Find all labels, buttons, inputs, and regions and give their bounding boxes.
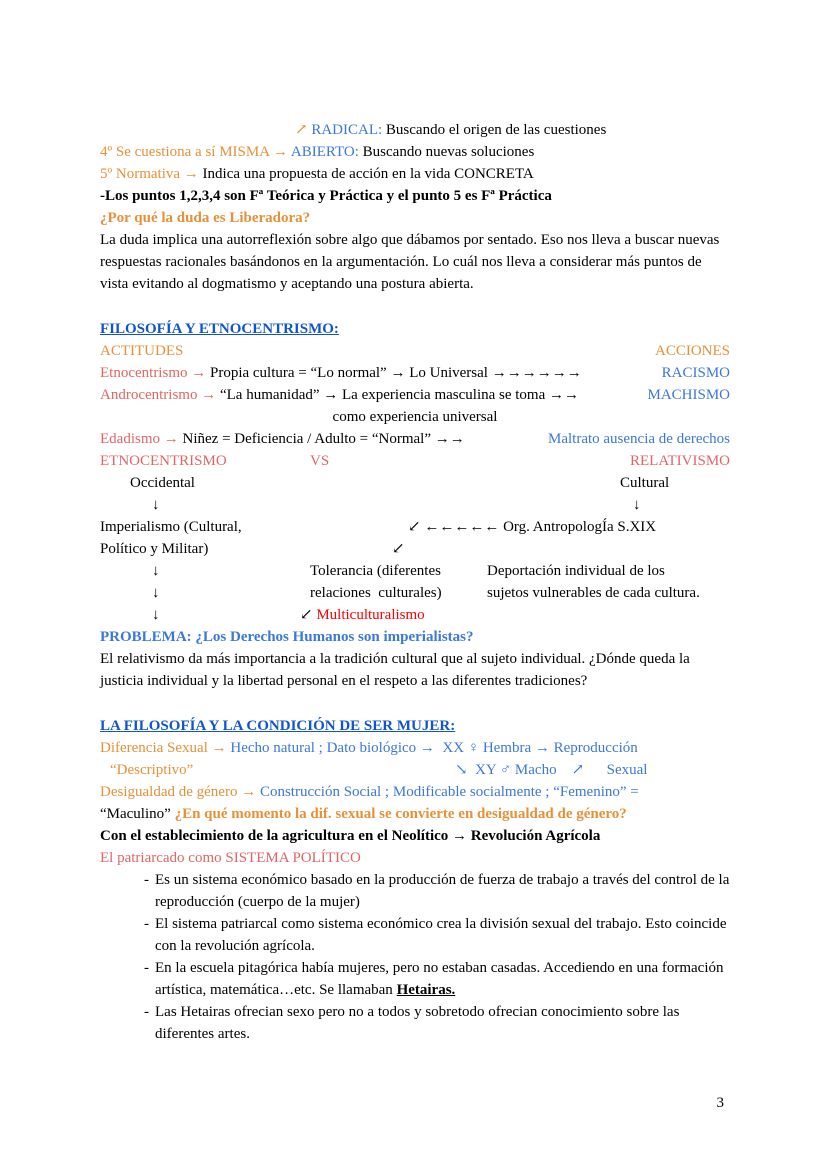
etnocentrismo-term: Etnocentrismo →	[100, 365, 210, 381]
bullet-marker: -	[144, 1004, 149, 1020]
diagram-vs: VS	[310, 453, 330, 469]
line-desigualdad-genero	[100, 781, 730, 803]
diagram-row-tolerancia-2	[100, 582, 730, 604]
heading-filosofia-etnocentrismo: FILOSOFÍA Y ETNOCENTRISMO:	[100, 321, 339, 337]
label-maltrato: Maltrato ausencia de derechos	[548, 431, 730, 447]
line-neolitico: Con el establecimiento de la agricultura en el Neolítico → Revolución Agrícola	[100, 828, 601, 844]
diagram-row-politico	[100, 538, 730, 560]
bullet-text: Es un sistema económico basado en la producción de fuerza de trabajo a través del control de la reproducción (cuerpo de la mujer)	[155, 872, 730, 910]
down-arrow-icon: ↓	[633, 497, 641, 513]
radical-term: RADICAL:	[311, 122, 383, 138]
diagonal-arrow-icon: ↙	[392, 541, 405, 557]
line-patriarcado: El patriarcado como SISTEMA POLÍTICO	[100, 850, 361, 866]
punto4-text: Buscando nuevas soluciones	[358, 144, 535, 160]
line-experiencia-universal: como experiencia universal	[332, 409, 498, 425]
maculino-text: “Maculino”	[100, 806, 175, 822]
edadismo-text: Niñez = Deficiencia / Adulto = “Normal” →→	[182, 431, 469, 447]
diagram-occidental: Occidental	[130, 475, 195, 491]
spacer	[100, 295, 730, 318]
label-descriptivo: “Descriptivo”	[110, 762, 194, 778]
list-item	[100, 913, 730, 957]
line-punto4	[100, 141, 730, 163]
label-xy-macho: ↘ XY ♂ Macho ↗ Sexual	[455, 762, 648, 778]
diagram-etnocentrismo: ETNOCENTRISMO	[100, 453, 227, 469]
line-edadismo	[100, 428, 730, 450]
desigualdad-term: Desigualdad de género →	[100, 784, 260, 800]
diagram-tolerancia-2: relaciones culturales)	[310, 585, 442, 601]
diagram-row-tolerancia-1	[100, 560, 730, 582]
punto5-text: Indica una propuesta de acción en la vida CONCRETA	[202, 166, 534, 182]
line-etnocentrismo	[100, 362, 730, 384]
down-arrow-icon: ↓	[152, 497, 160, 513]
etnocentrismo-text: Propia cultura = “Lo normal” → Lo Universal →→→→→→	[209, 365, 582, 381]
punto4-term: ABIERTO:	[290, 144, 359, 160]
line-radical	[295, 119, 730, 141]
label-acciones: ACCIONES	[654, 343, 730, 359]
line-actitudes-acciones	[100, 340, 730, 362]
bullet-marker: -	[144, 916, 149, 932]
down-arrow-icon: ↓	[152, 563, 160, 579]
diagram-cultural: Cultural	[620, 475, 670, 491]
diagram-row-imperialismo	[100, 516, 730, 538]
bullet-marker: -	[144, 872, 149, 888]
bullet-marker: -	[144, 960, 149, 976]
spacer	[100, 692, 730, 715]
line-problema: PROBLEMA: ¿Los Derechos Humanos son imperialistas?	[100, 629, 474, 645]
subheading-duda-liberadora: ¿Por qué la duda es Liberadora?	[100, 210, 311, 226]
radical-text: Buscando el origen de las cuestiones	[382, 122, 607, 138]
punto4-lead: 4º Se cuestiona a sí MISMA →	[100, 144, 291, 160]
diagram-org-antropologia: ↙ ←←←←← Org. AntropologÍa S.XIX	[408, 519, 657, 535]
paragraph-duda: La duda implica una autorreflexión sobre algo que dábamos por sentado. Eso nos lleva a buscar nuevas respuestas racionales basándonos en la argumentación. Lo cuál nos lleva a considerar más puntos de vista evitando al dogmatismo y aceptando una postura abierta.	[100, 232, 720, 292]
down-arrow-icon: ↓	[152, 585, 160, 601]
diferencia-sexual-term: Diferencia Sexual →	[100, 740, 231, 756]
edadismo-term: Edadismo →	[100, 431, 183, 447]
label-racismo: RACISMO	[661, 365, 730, 381]
diagram-politico-militar: Político y Militar)	[100, 541, 209, 557]
diagram-deportacion-2: sujetos vulnerables de cada cultura.	[487, 585, 700, 601]
label-machismo: MACHISMO	[647, 387, 730, 403]
page-number: 3	[716, 1095, 724, 1111]
paragraph-relativismo: El relativismo da más importancia a la tradición cultural que al sujeto individual. ¿Dónde queda la justicia individual y la libertad personal en el respeto a las diferentes tradiciones?	[100, 651, 690, 689]
radical-arrow-icon: ↗	[295, 122, 312, 138]
line-diferencia-sexual	[100, 737, 730, 759]
diagram-imperialismo: Imperialismo (Cultural,	[100, 519, 242, 535]
diferencia-sexual-text: Hecho natural ; Dato biológico → XX ♀ Hembra → Reproducción	[230, 740, 638, 756]
desigualdad-text: Construcción Social ; Modificable socialmente ; “Femenino” =	[259, 784, 639, 800]
line-descriptivo	[100, 759, 730, 781]
line-punto5	[100, 163, 730, 185]
diagram-row-occidental-cultural	[100, 472, 730, 494]
line-androcentrismo	[100, 384, 730, 406]
list-item	[100, 1001, 730, 1045]
pregunta-desigualdad: ¿En qué momento la dif. sexual se convierte en desigualdad de género?	[174, 806, 627, 822]
punto5-lead: 5º Normativa →	[100, 166, 203, 182]
bullet-text: Las Hetairas ofrecian sexo pero no a todos y sobretodo ofrecian conocimiento sobre las diferentes artes.	[155, 1004, 680, 1042]
hetairas-term: Hetairas.	[396, 982, 456, 998]
androcentrismo-term: Androcentrismo →	[100, 387, 220, 403]
bullet-text: El sistema patriarcal como sistema económico crea la división sexual del trabajo. Esto coincide con la revolución agrícola.	[155, 916, 727, 954]
down-arrow-icon: ↓	[152, 607, 160, 623]
label-actitudes: ACTITUDES	[100, 343, 184, 359]
diagonal-arrow-icon: ↙	[300, 607, 317, 623]
bullet-text: En la escuela pitagórica había mujeres, pero no estaban casadas. Accediendo en una formación artística, matemática…etc. Se llamaban Hetairas.	[155, 960, 724, 998]
diagram-row-arrows-1	[100, 494, 730, 516]
line-maculino	[100, 803, 730, 825]
label-multiculturalismo: Multiculturalismo	[316, 607, 425, 623]
diagram-deportacion-1: Deportación individual de los	[487, 563, 665, 579]
list-item	[100, 869, 730, 913]
diagram-relativismo: RELATIVISMO	[630, 453, 730, 469]
diagram-tolerancia-1: Tolerancia (diferentes	[310, 563, 441, 579]
diagram-row-vs	[100, 450, 730, 472]
diagram-row-multiculturalismo	[100, 604, 730, 626]
line-puntos-resumen: -Los puntos 1,2,3,4 son Fª Teórica y Práctica y el punto 5 es Fª Práctica	[100, 188, 552, 204]
list-item	[100, 957, 730, 1001]
androcentrismo-text: “La humanidad” → La experiencia masculina se toma →→	[219, 387, 580, 403]
heading-condicion-mujer: LA FILOSOFÍA Y LA CONDICIÓN DE SER MUJER:	[100, 718, 456, 734]
